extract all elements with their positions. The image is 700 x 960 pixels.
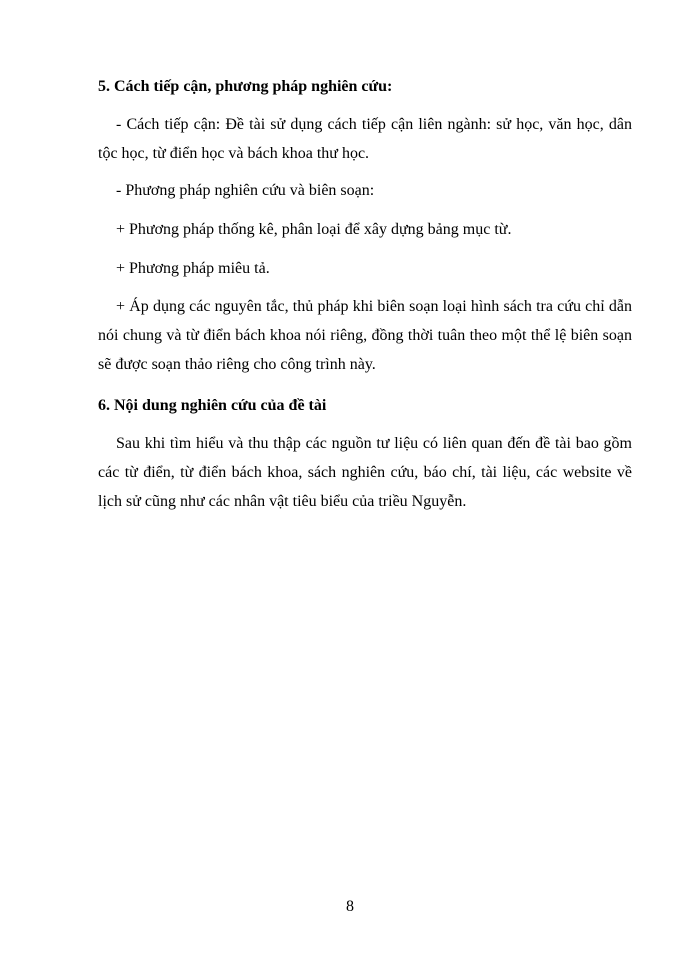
method-description: + Phương pháp miêu tả.	[116, 260, 270, 277]
method-principles-paragraph: + Áp dụng các nguyên tắc, thủ pháp khi biên soạn loại hình sách tra cứu chỉ dẫn nói chung và từ điển bách khoa nói riêng, đồng thời tuân theo một thể lệ biên soạn sẽ được soạn thảo riêng cho công trình này.	[98, 298, 632, 373]
page-number: 8	[346, 898, 354, 915]
section-5-heading: 5. Cách tiếp cận, phương pháp nghiên cứu:	[98, 78, 393, 95]
section-6-heading: 6. Nội dung nghiên cứu của đề tài	[98, 397, 327, 414]
approach-paragraph: - Cách tiếp cận: Đề tài sử dụng cách tiếp cận liên ngành: sử học, văn học, dân tộc học, từ điển học và bách khoa thư học.	[98, 116, 632, 162]
methods-intro: - Phương pháp nghiên cứu và biên soạn:	[116, 182, 375, 199]
section-6-body: Sau khi tìm hiểu và thu thập các nguồn tư liệu có liên quan đến đề tài bao gồm các từ điển, từ điển bách khoa, sách nghiên cứu, báo chí, tài liệu, các website về lịch sử cũng như các nhân vật tiêu biểu của triều Nguyễn.	[98, 435, 632, 510]
method-statistics: + Phương pháp thống kê, phân loại để xây dựng bảng mục từ.	[116, 221, 512, 238]
